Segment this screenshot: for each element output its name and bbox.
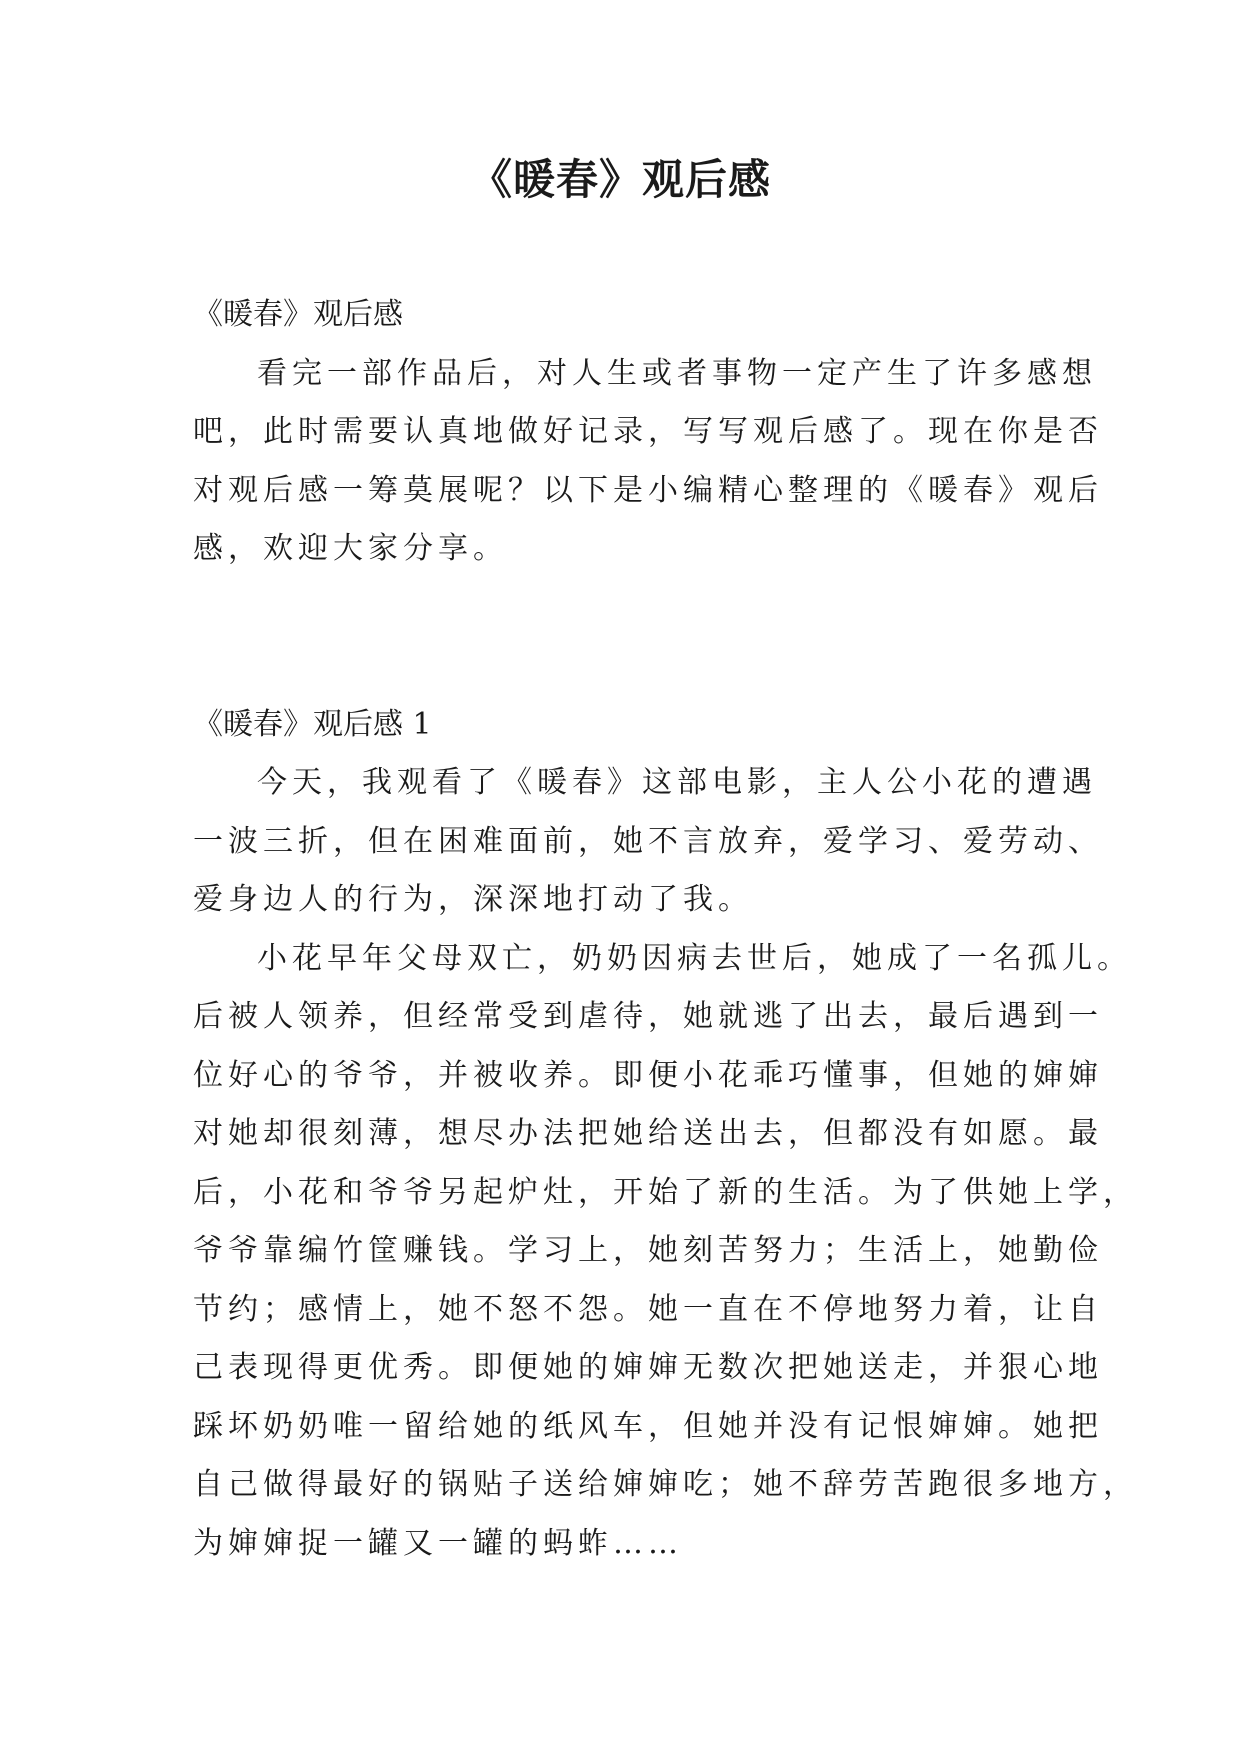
section-paragraph (193, 930, 1138, 1574)
paragraph-line: 踩坏奶奶唯一留给她的纸风车，但她并没有记恨婶婶。她把 (193, 1408, 1103, 1444)
paragraph-line: 位好心的爷爷，并被收养。即便小花乖巧懂事，但她的婶婶 (193, 1057, 1103, 1093)
paragraph-line: 节约；感情上，她不怒不怨。她一直在不停地努力着，让自 (193, 1291, 1103, 1327)
intro-heading: 《暖春》观后感 (193, 297, 403, 332)
paragraph-line: 感，欢迎大家分享。 (193, 531, 508, 566)
paragraph-line: 为婶婶捉一罐又一罐的蚂蚱…… (193, 1525, 683, 1561)
document-title: 《暖春》观后感 (469, 155, 771, 204)
section-heading: 《暖春》观后感 1 (193, 706, 432, 742)
intro-paragraph (193, 345, 1103, 579)
paragraph-line: 爱身边人的行为，深深地打动了我。 (193, 882, 753, 917)
paragraph-line: 今天，我观看了《暖春》这部电影，主人公小花的遭遇 (257, 765, 1097, 800)
paragraph-line: 吧，此时需要认真地做好记录，写写观后感了。现在你是否 (193, 414, 1103, 449)
paragraph-line: 对观后感一筹莫展呢？以下是小编精心整理的《暖春》观后 (193, 472, 1103, 508)
section-paragraph (193, 754, 1103, 930)
section-spacer (193, 579, 1063, 696)
paragraph-line: 爷爷靠编竹筐赚钱。学习上，她刻苦努力；生活上，她勤俭 (193, 1233, 1103, 1268)
paragraph-line: 看完一部作品后，对人生或者事物一定产生了许多感想 (257, 355, 1097, 391)
paragraph-line: 后，小花和爷爷另起炉灶，开始了新的生活。为了供她上学， (193, 1174, 1138, 1210)
paragraph-line: 小花早年父母双亡，奶奶因病去世后，她成了一名孤儿。 (257, 940, 1132, 976)
paragraph-line: 己表现得更优秀。即便她的婶婶无数次把她送走，并狠心地 (193, 1350, 1103, 1385)
paragraph-line: 自己做得最好的锅贴子送给婶婶吃；她不辞劳苦跑很多地方， (193, 1467, 1138, 1502)
paragraph-line: 一波三折，但在困难面前，她不言放弃，爱学习、爱劳动、 (193, 823, 1103, 859)
document-body (193, 286, 1138, 1573)
paragraph-line: 对她却很刻薄，想尽办法把她给送出去，但都没有如愿。最 (193, 1116, 1103, 1151)
paragraph-line: 后被人领养，但经常受到虐待，她就逃了出去，最后遇到一 (193, 999, 1103, 1034)
